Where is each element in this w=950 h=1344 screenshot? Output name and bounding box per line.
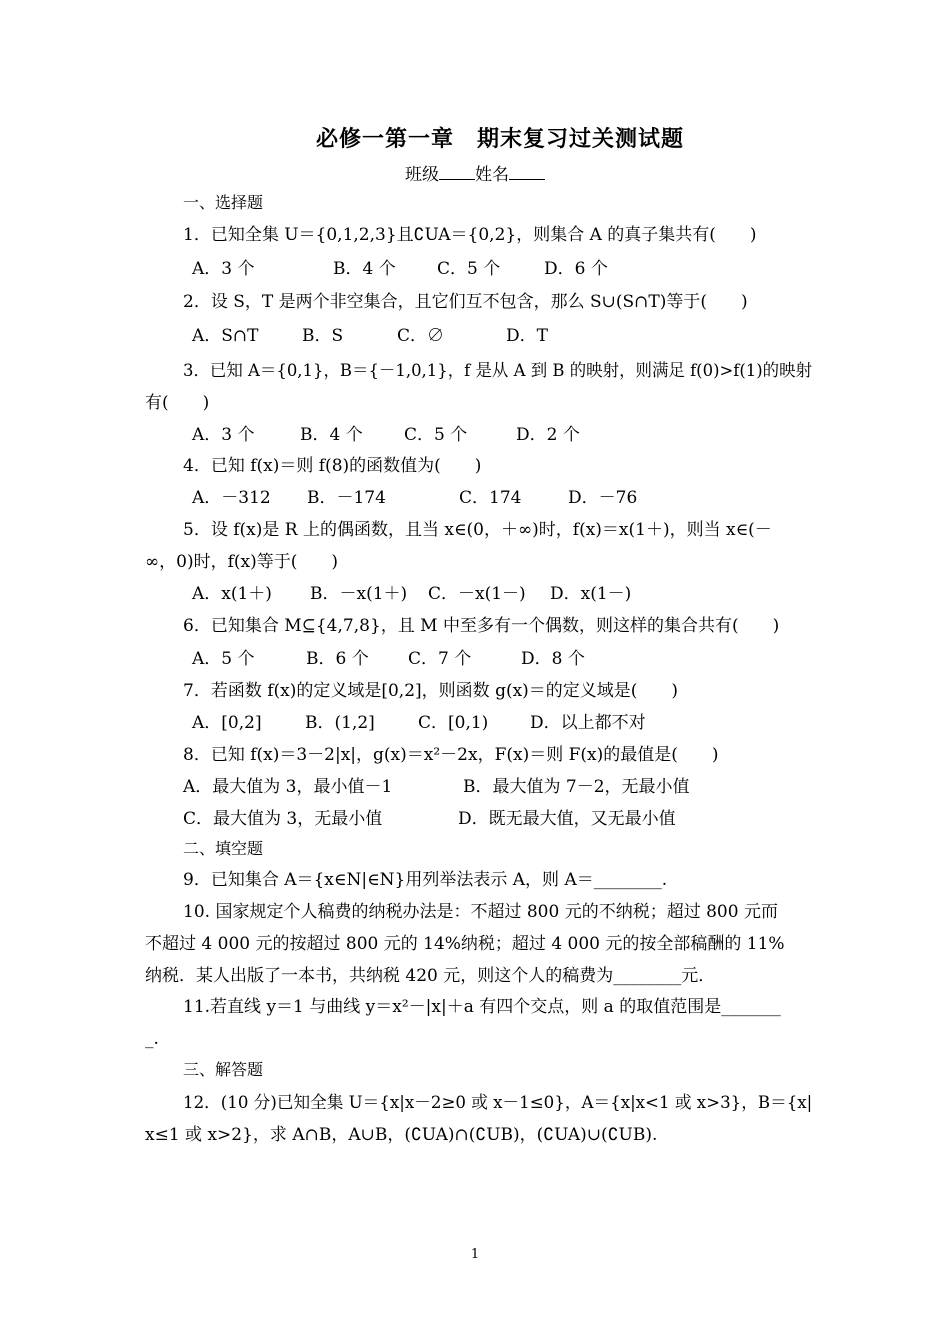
q7-option-c: C．[0,1) — [418, 713, 489, 733]
question-4: 4．已知 f(x)＝则 f(8)的函数值为( ) — [183, 456, 482, 476]
q8-option-c: C．最大值为 3，无最小值 — [183, 809, 383, 829]
q8-option-b: B．最大值为 7－2，无最小值 — [463, 777, 690, 797]
q5-option-b: B．－x(1＋) — [310, 584, 408, 604]
q3-option-a: A．3 个 — [192, 425, 255, 445]
class-name-line — [0, 160, 950, 185]
name-blank — [509, 165, 545, 180]
q7-option-d: D．以上都不对 — [530, 713, 646, 733]
q6-option-d: D．8 个 — [521, 649, 585, 669]
q1-option-a: A．3 个 — [192, 259, 255, 279]
question-3-line-2: 有( ) — [145, 393, 210, 413]
q7-option-b: B．(1,2] — [305, 713, 375, 733]
question-10-line-3: 纳税．某人出版了一本书，共纳税 420 元，则这个人的稿费为________元． — [145, 966, 716, 986]
q3-option-c: C．5 个 — [404, 425, 468, 445]
q3-option-b: B．4 个 — [300, 425, 363, 445]
question-11-line-1: 11.若直线 y＝1 与曲线 y＝x²－|x|＋a 有四个交点，则 a 的取值范围是_______ — [183, 997, 781, 1017]
class-label: 班级 — [405, 165, 439, 185]
q4-option-a: A．－312 — [192, 488, 271, 508]
q7-option-a: A．[0,2] — [192, 713, 262, 733]
question-9: 9．已知集合 A＝{x∈N|∈N}用列举法表示 A，则 A＝________. — [183, 870, 668, 890]
q6-option-b: B．6 个 — [306, 649, 369, 669]
question-5-line-2: ∞，0)时，f(x)等于( ) — [145, 552, 339, 572]
q2-option-d: D．T — [506, 326, 548, 346]
q4-option-d: D．－76 — [568, 488, 638, 508]
q5-option-c: C．－x(1－) — [428, 584, 526, 604]
question-1: 1．已知全集 U＝{0,1,2,3}且∁UA＝{0,2}，则集合 A 的真子集共有( ) — [183, 225, 757, 245]
question-10-line-1: 10. 国家规定个人稿费的纳税办法是：不超过 800 元的不纳税；超过 800 元而 — [183, 902, 778, 922]
name-label: 姓名 — [475, 165, 509, 185]
section-answer-heading: 三、解答题 — [183, 1060, 264, 1079]
page-number: 1 — [470, 1247, 480, 1262]
q2-option-a: A．S∩T — [192, 326, 259, 346]
question-10-line-2: 不超过 4 000 元的按超过 800 元的 14%纳税；超过 4 000 元的按全部稿酬的 11% — [145, 934, 785, 954]
q5-option-a: A．x(1＋) — [192, 584, 272, 604]
q2-option-b: B．S — [302, 326, 344, 346]
q8-option-a: A．最大值为 3，最小值－1 — [183, 777, 393, 797]
page-title: 必修一第一章 期末复习过关测试题 — [315, 127, 684, 152]
q6-option-a: A．5 个 — [192, 649, 255, 669]
q2-option-c: C．∅ — [397, 326, 445, 346]
q4-option-b: B．－174 — [307, 488, 386, 508]
class-blank — [439, 165, 475, 180]
question-7: 7．若函数 f(x)的定义域是[0,2]，则函数 g(x)＝的定义域是( ) — [183, 681, 679, 701]
section-fill-heading: 二、填空题 — [183, 839, 264, 858]
q4-option-c: C．174 — [459, 488, 522, 508]
q8-option-d: D．既无最大值，又无最小值 — [458, 809, 676, 829]
question-3-line-1: 3．已知 A＝{0,1}，B＝{－1,0,1}，f 是从 A 到 B 的映射，则满足 f(0)>f(1)的映射 — [183, 361, 813, 381]
question-5-line-1: 5．设 f(x)是 R 上的偶函数，且当 x∈(0，＋∞)时，f(x)＝x(1＋)，则当 x∈(－ — [183, 520, 772, 540]
q5-option-d: D．x(1－) — [550, 584, 632, 604]
question-12-line-2: x≤1 或 x>2}，求 A∩B，A∪B，(∁UA)∩(∁UB)，(∁UA)∪(∁UB). — [145, 1125, 658, 1145]
q1-option-b: B．4 个 — [333, 259, 396, 279]
section-choice-heading: 一、选择题 — [183, 193, 264, 212]
q1-option-d: D．6 个 — [544, 259, 608, 279]
q6-option-c: C．7 个 — [408, 649, 472, 669]
question-8: 8．已知 f(x)＝3－2|x|，g(x)＝x²－2x，F(x)＝则 F(x)的最值是( ) — [183, 745, 719, 765]
question-12-line-1: 12．(10 分)已知全集 U＝{x|x－2≥0 或 x－1≤0}，A＝{x|x<1 或 x>3}，B＝{x| — [183, 1093, 813, 1113]
question-2: 2．设 S，T 是两个非空集合，且它们互不包含，那么 S∪(S∩T)等于( ) — [183, 292, 748, 312]
question-11-line-2: _. — [145, 1029, 159, 1049]
question-6: 6．已知集合 M⊆{4,7,8}，且 M 中至多有一个偶数，则这样的集合共有( ) — [183, 616, 780, 636]
q1-option-c: C．5 个 — [437, 259, 501, 279]
q3-option-d: D．2 个 — [516, 425, 580, 445]
